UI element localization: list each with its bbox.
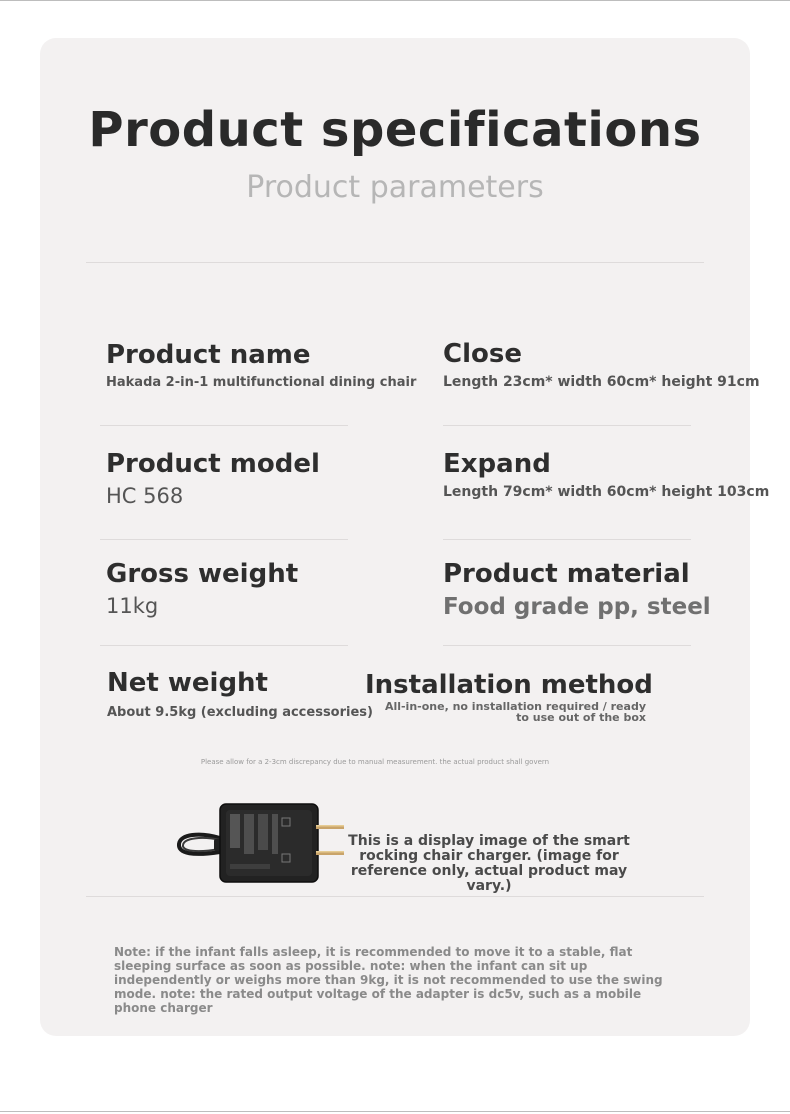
spec-value: Hakada 2-in-1 multifunctional dining chair [106,375,417,390]
spec-net-weight [107,668,373,720]
spec-divider [443,645,691,646]
bottom-border [0,1111,790,1112]
top-border [0,0,790,1]
spec-product-name [106,340,416,390]
spec-divider [443,539,691,540]
spec-product-model [106,449,320,508]
spec-divider [100,425,348,426]
spec-value: About 9.5kg (excluding accessories) [107,705,373,720]
spec-divider [443,425,691,426]
spec-label: Gross weight [106,559,299,589]
spec-value: Food grade pp, steel [443,594,711,620]
spec-value: Length 23cm* width 60cm* height 91cm [443,374,760,390]
power-adapter-icon [170,798,350,888]
header-divider [86,262,704,263]
page-title: Product specifications [88,102,702,158]
spec-product-material [443,559,711,620]
spec-label: Product material [443,559,690,589]
footer-divider [86,896,704,897]
spec-installation-value: All-in-one, no installation required / ready to use out of the box [384,700,646,724]
spec-value: 11kg [106,594,159,618]
spec-expand [443,449,769,500]
spec-label: Product name [106,340,311,370]
spec-value: Length 79cm* width 60cm* height 103cm [443,484,770,500]
spec-label: Installation method [365,670,653,700]
spec-label: Expand [443,449,551,479]
spec-gross-weight [106,559,298,618]
spec-installation-method [365,670,653,700]
charger-caption: This is a display image of the smart rocking chair charger. (image for reference only, actual product may vary.) [348,833,630,894]
spec-value: HC 568 [106,484,184,508]
spec-divider [100,645,348,646]
spec-divider [100,539,348,540]
safety-note: Note: if the infant falls asleep, it is recommended to move it to a stable, flat sleeping surface as soon as possible. note: when the infant can sit up independently or weighs more than 9kg, it is not recommended to use the swing mode. note: the rated output voltage of the adapter is dc5v, such as a mobile phone charger [114,945,663,1015]
measurement-disclaimer: Please allow for a 2-3cm discrepancy due to manual measurement. the actual product shall govern [200,758,550,766]
spec-label: Net weight [107,668,268,698]
spec-close [443,339,760,390]
spec-label: Product model [106,449,320,479]
page-subtitle: Product parameters [246,170,544,205]
spec-label: Close [443,339,522,369]
